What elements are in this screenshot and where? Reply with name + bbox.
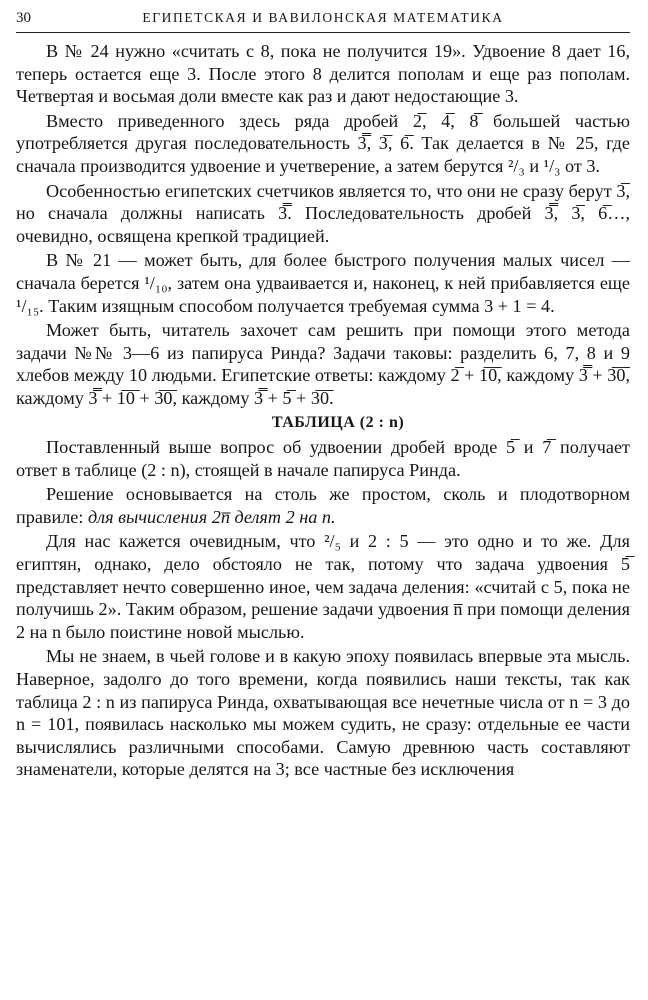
paragraph: Вместо приведенного здесь ряда дробей 2̅, 4̅, 8̅ большей частью употребляется другая последовательность 3̿, 3̅, 6̅. Так делается в № 25, где сначала производится удвоение и учетверение, а затем берутся ²/₃ и ¹/₃ от 3.: [16, 110, 630, 176]
paragraph: Может быть, читатель захочет сам решить при помощи этого метода задачи №№ 3—6 из папируса Ринда? Задачи таковы: разделить 6, 7, 8 и 9 хлебов между 10 людьми. Египетские ответы: каждому 2̅ + 1̅0̅, каждому 3̿ + 3̅0̅, каждому 3̿ + 1̅0̅ + 3̅0̅, каждому 3̿ + 5̅ + 3̅0̅.: [16, 320, 630, 408]
paragraph: Особенностью египетских счетчиков является то, что они не сразу берут 3̅, но сначала должны написать 3̿. Последовательность дробей 3̿, 3̅, 6̅…, очевидно, освящена крепкой традицией.: [16, 180, 630, 246]
paragraph-text: Решение основывается на столь же простом, сколь и плодотворном правиле:: [16, 484, 630, 527]
rule-italic: для вычисления 2n̅ делят 2 на n.: [87, 506, 336, 527]
running-title: ЕГИПЕТСКАЯ И ВАВИЛОНСКАЯ МАТЕМАТИКА: [142, 10, 504, 25]
paragraph: Поставленный выше вопрос об удвоении дробей вроде 5̅ и 7̅ получает ответ в таблице (2 : n), стоящей в начале папируса Ринда.: [16, 437, 630, 480]
page-body: [16, 40, 630, 783]
page-number: 30: [16, 10, 31, 26]
paragraph: В № 21 — может быть, для более быстрого получения малых чисел — сначала берется ¹/₁₀, затем она удваивается и, наконец, к ней прибавляется еще ¹/₁₅. Таким изящным способом получается требуемая сумма 3 + 1 = 4.: [16, 250, 630, 316]
paragraph: В № 24 нужно «считать с 8, пока не получится 19». Удвоение 8 дает 16, теперь остается еще 3. После этого 8 делится пополам и еще раз пополам. Четвертая и восьмая доли вместе как раз и дают недостающие 3.: [16, 41, 630, 107]
section-heading: ТАБЛИЦА (2 : n): [271, 413, 405, 431]
paragraph: Мы не знаем, в чьей голове и в какую эпоху появилась впервые эта мысль. Наверное, задолго до того времени, когда появились наши тексты, так как таблица 2 : n из папируса Ринда, охватывающая все нечетные числа от n = 3 до n = 101, появилась насколько мы можем судить, не сразу: отдельные ее части вычислялись различными способами. Самую древнюю часть составляют знаменатели, которые делятся на 3; все частные без исключения: [16, 646, 630, 780]
paragraph: [16, 483, 630, 528]
running-header: [16, 8, 630, 33]
paragraph: Для нас кажется очевидным, что ²/₅ и 2 : 5 — это одно и то же. Для египтян, однако, дело обстояло не так, потому что задача удвоения 5̅ представляет нечто совершенно иное, чем задача деления: «считай с 5, пока не получишь 2». Таким образом, решение задачи удвоения n̅ при помощи деления 2 на n было поистине новой мыслью.: [16, 531, 630, 642]
